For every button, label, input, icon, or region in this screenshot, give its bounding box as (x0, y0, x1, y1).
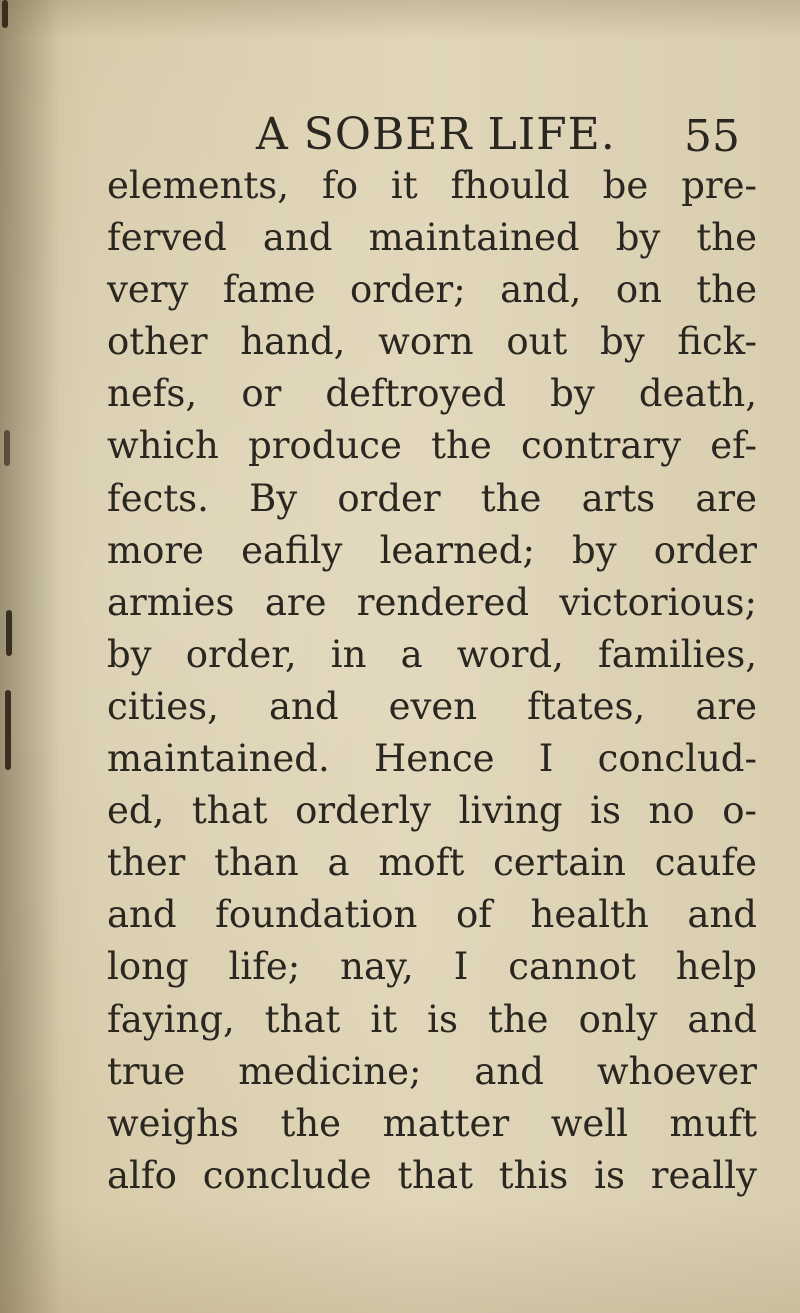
text-line: cities, and even ftates, are (107, 684, 757, 728)
text-line: and foundation of health and (107, 893, 757, 937)
text-line: ther than a moft certain caufe (107, 841, 757, 885)
text-line: other hand, worn out by fick- (107, 320, 757, 364)
text-line: ferved and maintained by the (107, 216, 757, 260)
running-title: A SOBER LIFE. (256, 109, 616, 160)
text-line: maintained. Hence I conclud- (107, 737, 757, 781)
text-line: weighs the matter well muft (107, 1101, 757, 1145)
text-line: faying, that it is the only and (107, 997, 757, 1041)
text-line: by order, in a word, families, (107, 632, 757, 676)
text-line: nefs, or deftroyed by death, (107, 372, 757, 416)
page-gutter-shadow (0, 0, 60, 1313)
text-line: armies are rendered victorious; (107, 580, 757, 624)
spine-stain (6, 610, 12, 656)
text-line: true medicine; and whoever (107, 1049, 757, 1093)
text-line: more eafily learned; by order (107, 528, 757, 572)
body-text (107, 160, 757, 1202)
text-line: very fame order; and, on the (107, 268, 757, 312)
text-line: alfo conclude that this is really (107, 1153, 757, 1197)
running-head (256, 97, 746, 162)
text-line: fects. By order the arts are (107, 476, 757, 520)
text-line: long life; nay, I cannot help (107, 945, 757, 989)
spine-stain (4, 430, 10, 466)
text-line: which produce the contrary ef- (107, 424, 757, 468)
text-line: elements, fo it fhould be pre- (107, 164, 757, 207)
page-number: 55 (684, 111, 740, 162)
page-top-edge (0, 0, 800, 40)
page-bottom-edge (0, 1203, 800, 1313)
spine-stain (2, 0, 8, 28)
spine-stain (5, 690, 11, 770)
text-line: ed, that orderly living is no o- (107, 789, 757, 833)
